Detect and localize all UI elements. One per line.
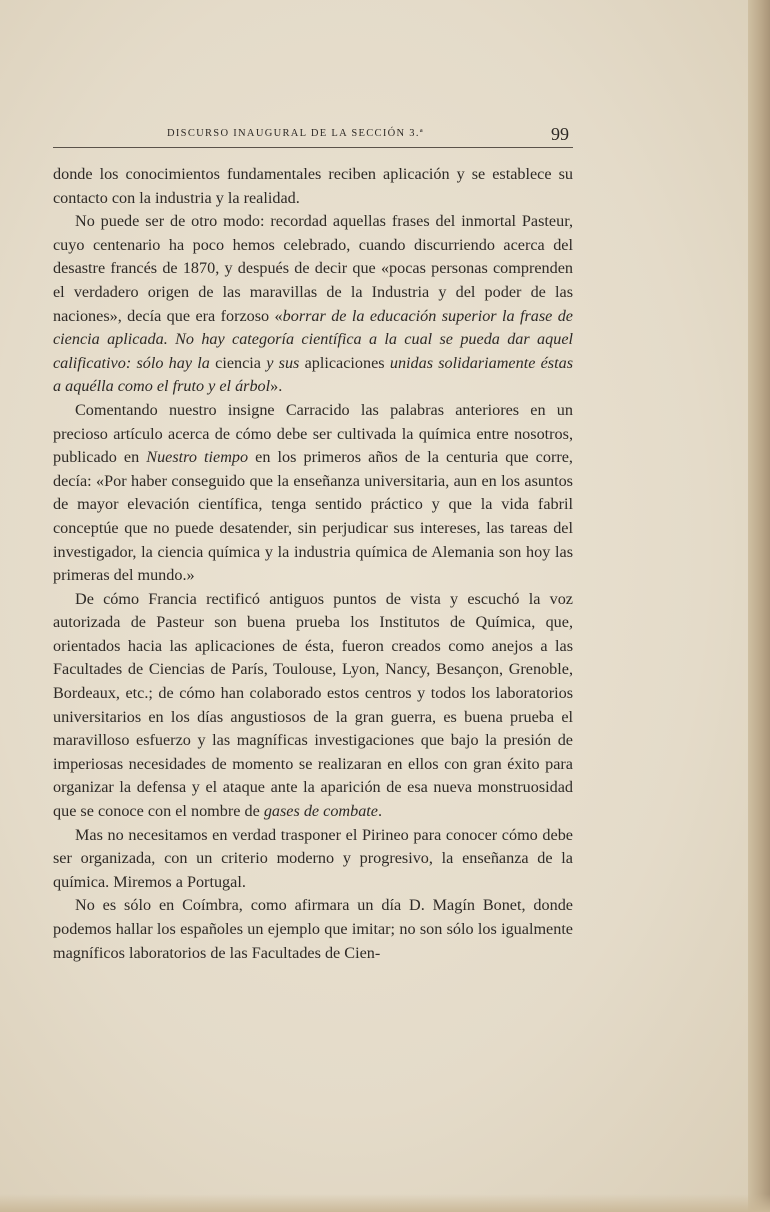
- paragraph: [53, 824, 573, 895]
- paragraph: [53, 399, 573, 588]
- page-header: [55, 126, 573, 148]
- text-run: Mas no necesitamos en verdad trasponer el Pirineo para conocer cómo debe ser organizada, con un criterio moderno y progresivo, la enseñanza de la química. Miremos a Portugal.: [53, 825, 573, 891]
- italic-text: unidas solidariamente éstas a aquélla como el fruto y el árbol: [53, 353, 573, 396]
- text-run: No es sólo en Coímbra, como afirmara un día D. Magín Bonet, donde podemos hallar los españoles un ejemplo que imitar; no son sólo los igualmente magníficos laboratorios de las Facultades de Cien-: [53, 896, 573, 962]
- body-text: [53, 163, 573, 965]
- paragraph: [53, 588, 573, 824]
- italic-text: Nuestro tiempo: [146, 448, 249, 467]
- text-run: en los primeros años de la centuria que corre, decía: «Por haber conseguido que la enseñanza universitaria, aun en los asuntos de mayor elevación científica, tenga sentido práctico y que la vida fabril conceptúe que no puede desatender, sin perjudicar sus intereses, las tareas del investigador, la ciencia química y la industria química de Alemania son hoy las primeras del mundo.»: [53, 448, 573, 585]
- text-run: Comentando nuestro insigne Carracido las palabras anteriores en un precioso artículo acerca de cómo debe ser cultivada la química entre nosotros, publicado en: [53, 400, 573, 467]
- header-rule: [53, 147, 573, 148]
- paragraph: [53, 163, 573, 210]
- page-bottom-shadow: [0, 1194, 770, 1212]
- text-run: aplicaciones: [299, 353, 390, 372]
- paragraph: [53, 894, 573, 965]
- text-run: ».: [270, 377, 283, 396]
- paragraph: [53, 210, 573, 399]
- page-number: 99: [551, 124, 569, 144]
- text-run: donde los conocimientos fundamentales reciben aplicación y se establece su contacto con la industria y la realidad.: [53, 165, 573, 207]
- page-edge-shadow: [748, 0, 770, 1212]
- italic-text: gases de combate: [263, 802, 378, 821]
- text-run: De cómo Francia rectificó antiguos puntos de vista y escuchó la voz autorizada de Pasteur son buena prueba los Institutos de Química, que, orientados hacia las aplicaciones de ésta, fueron creados como anejos a las Facultades de Ciencias de París, Toulouse, Lyon, Nancy, Besançon, Grenoble, Bordeaux, etc.; de cómo han colaborado estos centros y todos los laboratorios universitarios en los días angustiosos de la gran guerra, es buena prueba el maravilloso esfuerzo y las magníficas investigaciones que bajo la presión de imperiosas necesidades de momento se realizaran en ellos con gran éxito para organizar la defensa y el ataque ante la aparición de esa nueva monstruosidad que se conoce con el nombre de: [53, 589, 573, 821]
- text-run: No puede ser de otro modo: recordad aquellas frases del inmortal Pasteur, cuyo centenario ha poco hemos celebrado, cuando discurriendo acerca del desastre francés de 1870, y después de decir que «pocas personas comprenden el verdadero origen de las maravillas de la Industria y del poder de las naciones», decía que era forzoso «: [53, 212, 573, 325]
- text-run: .: [378, 802, 383, 821]
- italic-text: borrar de la educación superior la frase de ciencia aplicada. No hay categoría científica a la cual se pueda dar aquel calificativo: sólo hay la: [53, 306, 573, 372]
- italic-text: y sus: [266, 353, 300, 372]
- running-head: DISCURSO INAUGURAL DE LA SECCIÓN 3.ª: [167, 128, 424, 139]
- text-run: ciencia: [209, 353, 267, 372]
